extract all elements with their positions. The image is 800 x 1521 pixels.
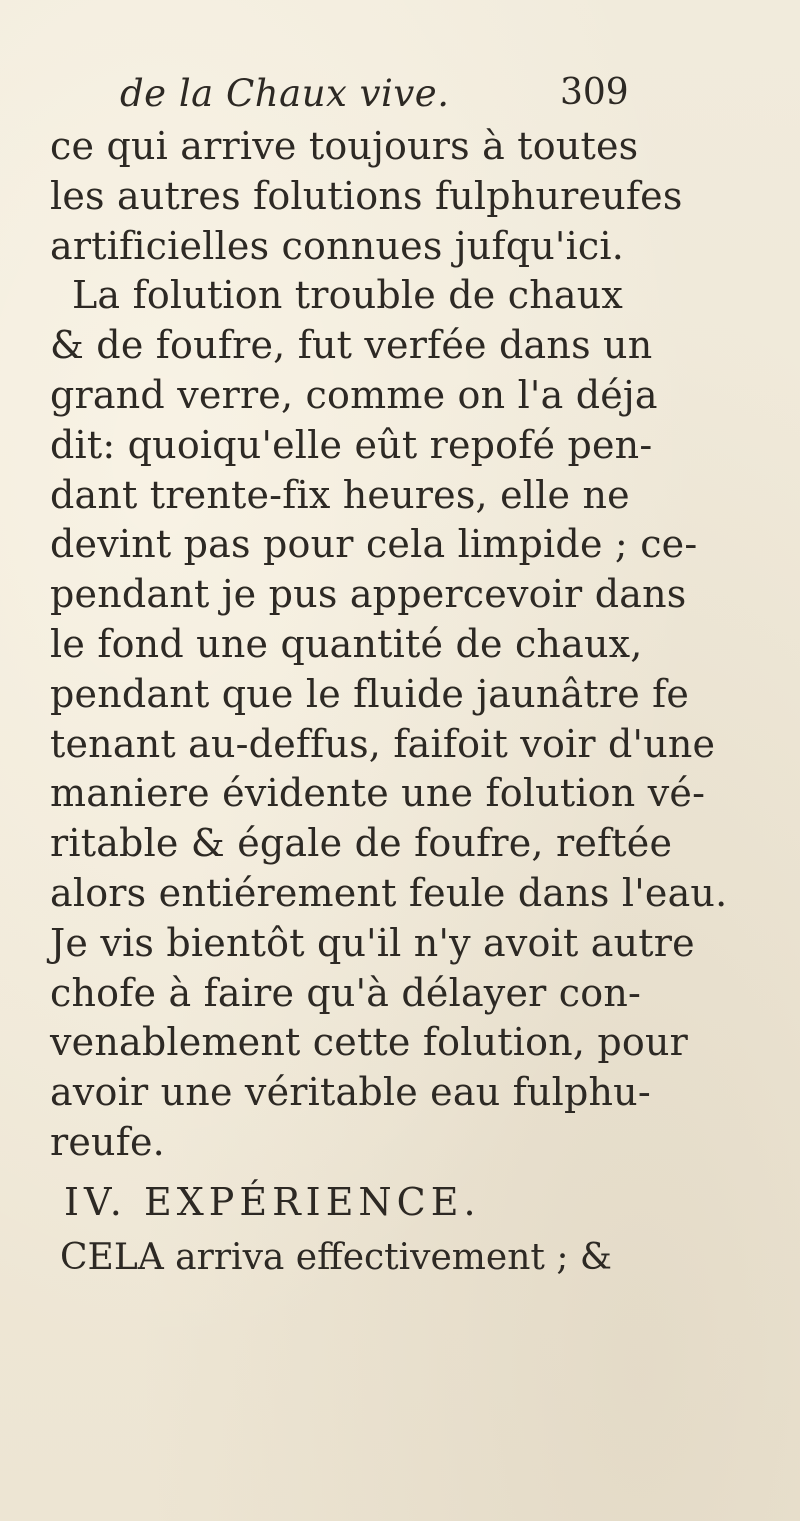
running-title: de la Chaux vive. <box>120 72 450 115</box>
text-line: dit: quoiqu'elle eût repofé pen- <box>50 422 653 467</box>
page-number: 309 <box>560 72 629 113</box>
text-line: Je vis bientôt qu'il n'y avoit autre <box>50 920 695 965</box>
text-line: ce qui arrive toujours à toutes <box>50 124 639 168</box>
body-text <box>50 122 780 1284</box>
text-line: artificielles connues jufqu'ici. <box>50 223 625 268</box>
text-line: venablement cette folution, pour <box>50 1020 689 1065</box>
text-line: les autres folutions fulphureufes <box>50 173 683 218</box>
text-line: pendant je pus appercevoir dans <box>50 572 687 617</box>
text-line: dant trente-fix heures, elle ne <box>50 472 630 517</box>
text-line: maniere évidente une folution vé- <box>50 771 706 816</box>
text-line: pendant que le fluide jaunâtre fe <box>50 671 690 716</box>
text-line: grand verre, comme on l'a déja <box>50 372 658 417</box>
blank-page-margin <box>0 1230 800 1521</box>
section-first-line: CELA arriva effectivement ; & <box>60 1236 612 1278</box>
text-line: & de foufre, fut verfée dans un <box>50 323 653 368</box>
text-line: ritable & égale de foufre, reftée <box>50 821 673 866</box>
text-line: devint pas pour cela limpide ; ce- <box>50 522 698 567</box>
text-line: reufe. <box>50 1119 165 1164</box>
text-line: le fond une quantité de chaux, <box>50 621 643 666</box>
text-line: tenant au-deffus, faifoit voir d'une <box>50 721 716 766</box>
section-heading: IV. EXPÉRIENCE. <box>64 1179 481 1224</box>
text-line: alors entiérement feule dans l'eau. <box>50 870 728 915</box>
running-head <box>120 72 640 116</box>
text-line: chofe à faire qu'à délayer con- <box>50 970 642 1015</box>
text-line: avoir une véritable eau fulphu- <box>50 1070 651 1115</box>
paragraph-start-line: La folution trouble de chaux <box>72 273 624 318</box>
